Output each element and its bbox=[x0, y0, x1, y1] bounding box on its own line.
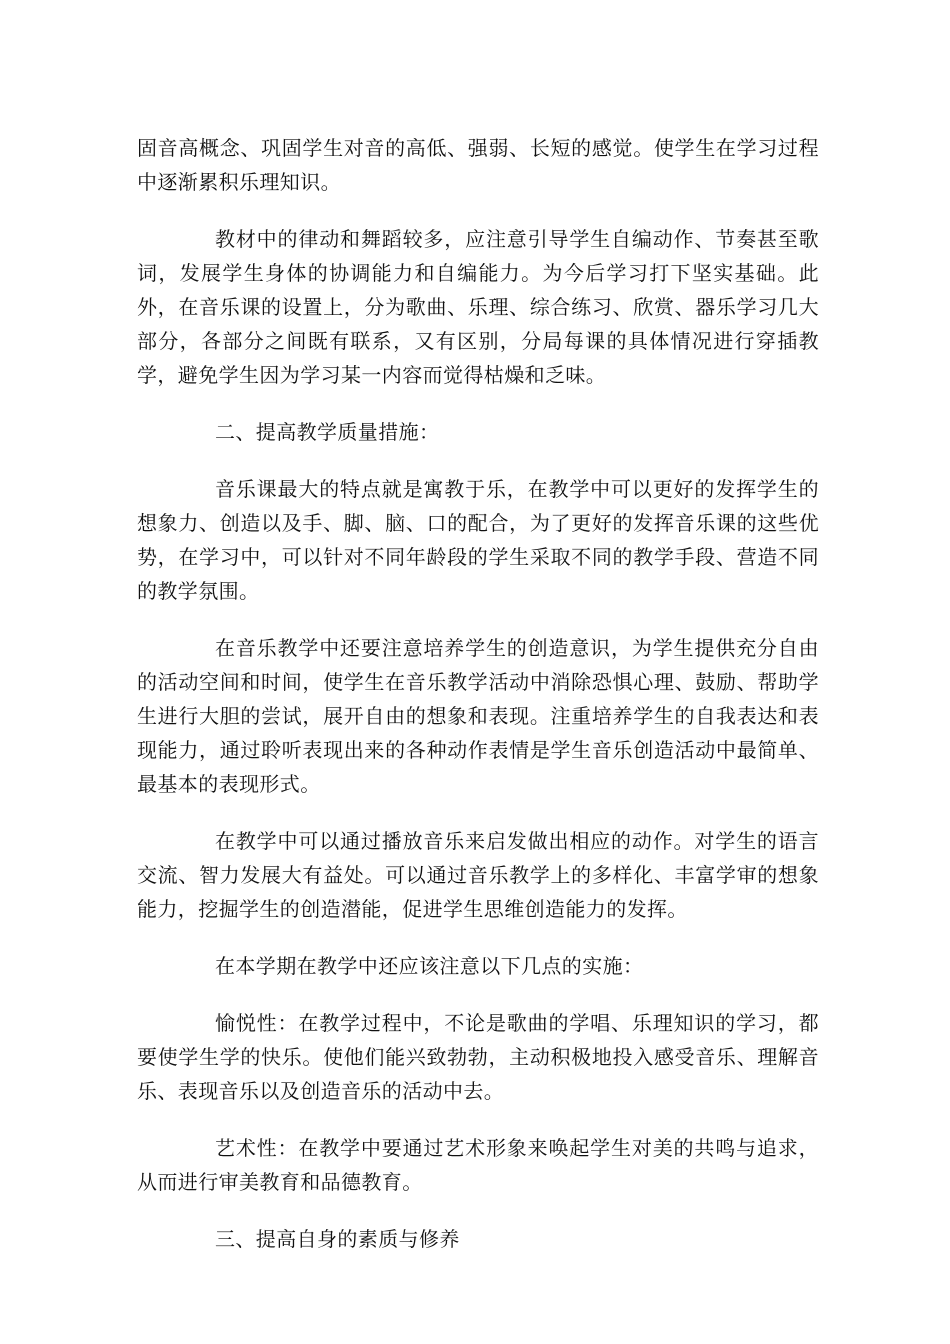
paragraph-joyfulness: 愉悦性：在教学过程中，不论是歌曲的学唱、乐理知识的学习，都要使学生学的快乐。使他们能兴致勃勃，主动积极地投入感受音乐、理解音乐、表现音乐以及创造音乐的活动中去。 bbox=[137, 1011, 819, 1103]
paragraph-creativity: 在音乐教学中还要注意培养学生的创造意识，为学生提供充分自由的活动空间和时间，使学生在音乐教学活动中消除恐惧心理、鼓励、帮助学生进行大胆的尝试，展开自由的想象和表现。注重培养学生的自我表达和表现能力，通过聆听表现出来的各种动作表情是学生音乐创造活动中最简单、最基本的表现形式。 bbox=[137, 636, 819, 796]
paragraph-semester-notes: 在本学期在教学中还应该注意以下几点的实施： bbox=[215, 954, 644, 978]
paragraph-continuation: 固音高概念、巩固学生对音的高低、强弱、长短的感觉。使学生在学习过程中逐渐累积乐理知识。 bbox=[137, 136, 819, 194]
paragraph-music-class-features: 音乐课最大的特点就是寓教于乐，在教学中可以更好的发挥学生的想象力、创造以及手、脚、脑、口的配合，为了更好的发挥音乐课的这些优势，在学习中，可以针对不同年龄段的学生采取不同的教学手段、营造不同的教学氛围。 bbox=[137, 477, 819, 603]
section-heading-self-improvement: 三、提高自身的素质与修养 bbox=[215, 1227, 460, 1251]
paragraph-playing-music: 在教学中可以通过播放音乐来启发做出相应的动作。对学生的语言交流、智力发展大有益处。可以通过音乐教学上的多样化、丰富学审的想象能力，挖掘学生的创造潜能，促进学生思维创造能力的发挥。 bbox=[137, 829, 819, 921]
paragraph-rhythm-dance: 教材中的律动和舞蹈较多，应注意引导学生自编动作、节奏甚至歌词，发展学生身体的协调能力和自编能力。为今后学习打下坚实基础。此外，在音乐课的设置上，分为歌曲、乐理、综合练习、欣赏、器乐学习几大部分，各部分之间既有联系，又有区别，分局每课的具体情况进行穿插教学，避免学生因为学习某一内容而觉得枯燥和乏味。 bbox=[137, 227, 819, 387]
section-heading-measures: 二、提高教学质量措施： bbox=[215, 420, 440, 444]
document-body bbox=[137, 131, 819, 1279]
paragraph-artistry: 艺术性：在教学中要通过艺术形象来唤起学生对美的共鸣与追求，从而进行审美教育和品德教育。 bbox=[137, 1136, 819, 1194]
